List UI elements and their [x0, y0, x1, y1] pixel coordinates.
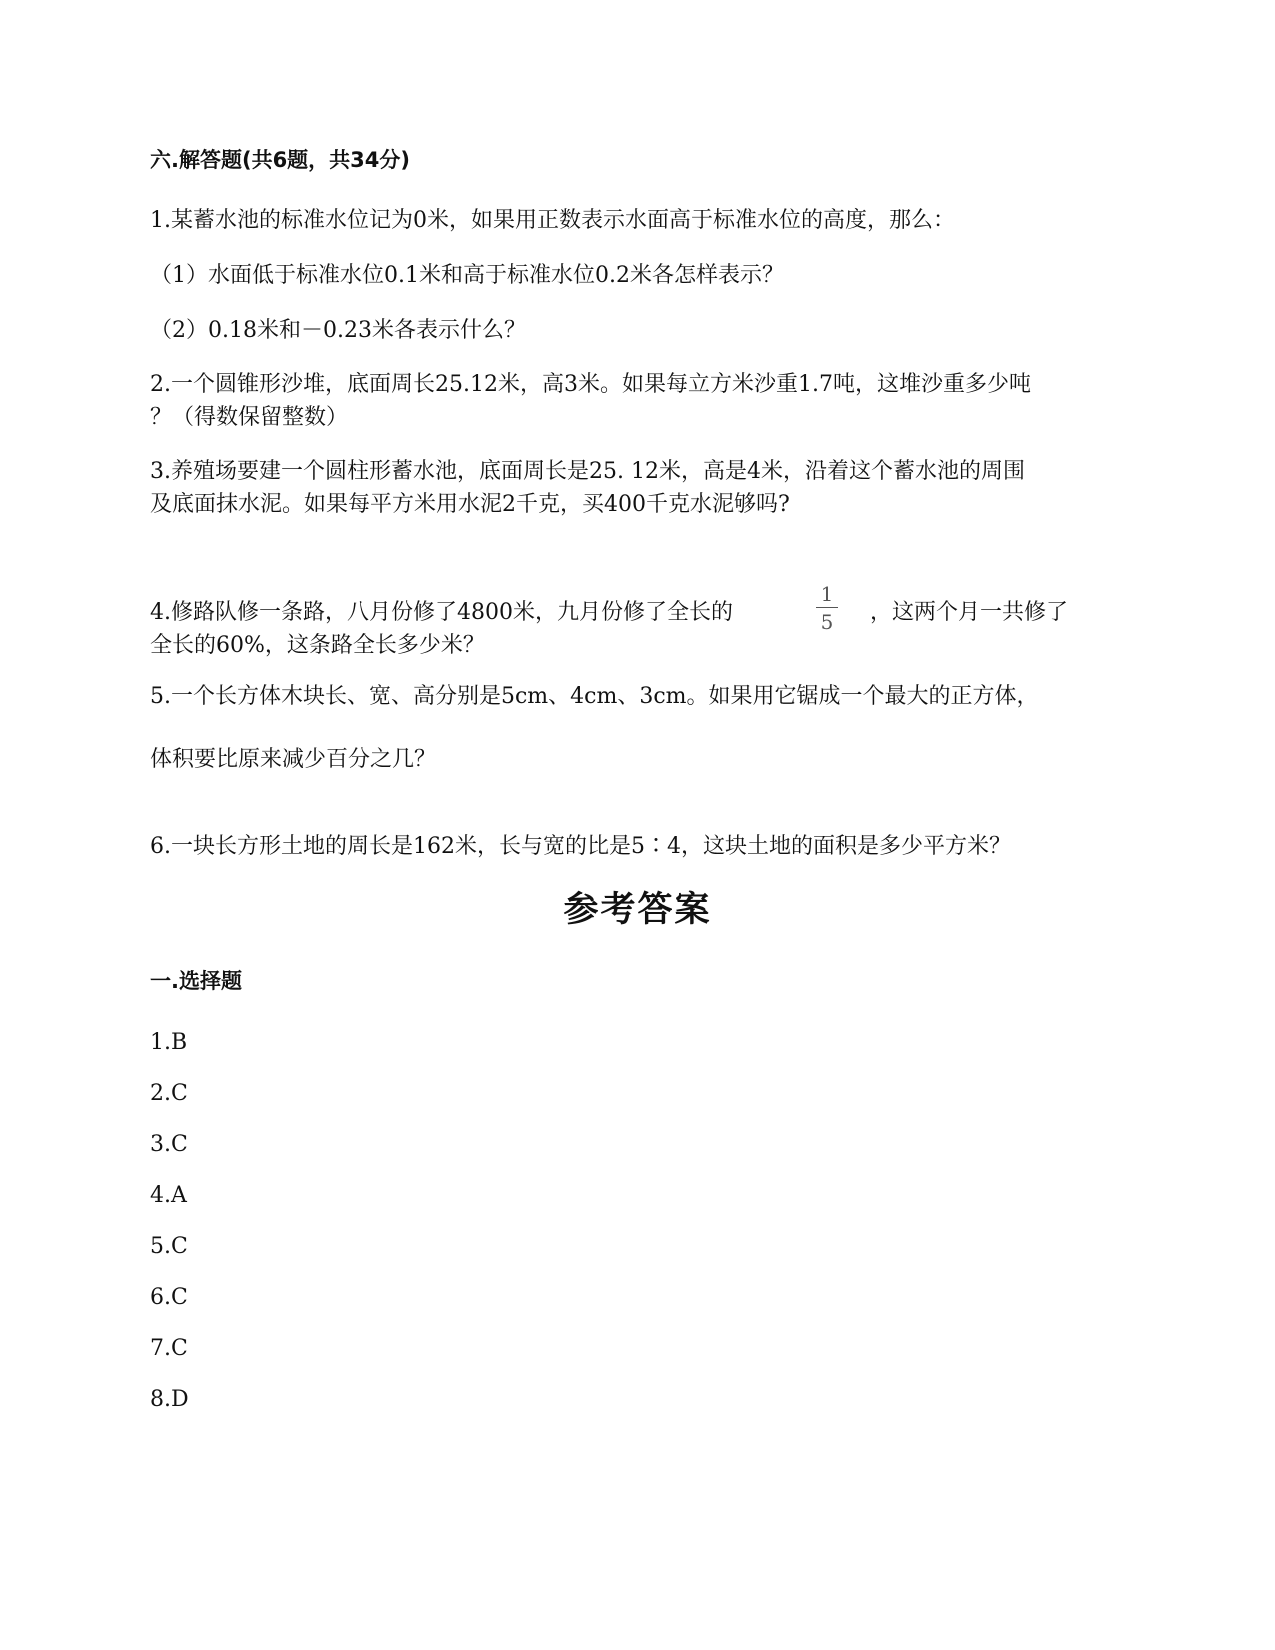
answer-item: 6.C: [150, 1285, 188, 1310]
section-heading: 六.解答题(共6题，共34分): [150, 148, 411, 172]
fraction-denominator: 5: [820, 610, 834, 634]
question-4-line-2: 全长的60%，这条路全长多少米？: [150, 633, 485, 658]
answers-title: 参考答案: [563, 890, 712, 930]
question-3-line-1: 3.养殖场要建一个圆柱形蓄水池，底面周长是25. 12米，高是4米，沿着这个蓄水池的周围: [150, 459, 1025, 484]
answer-item: 8.D: [150, 1387, 189, 1412]
answer-item: 2.C: [150, 1081, 188, 1106]
question-5-line-2: 体积要比原来减少百分之几？: [150, 747, 437, 772]
question-6-line-1: 6.一块长方形土地的周长是162米，长与宽的比是5∶4，这块土地的面积是多少平方米？: [150, 834, 1011, 859]
answer-item: 4.A: [150, 1183, 187, 1208]
question-2-line-1: 2.一个圆锥形沙堆，底面周长25.12米，高3米。如果每立方米沙重1.7吨，这堆沙重多少吨: [150, 372, 1031, 397]
answer-item: 7.C: [150, 1336, 188, 1361]
fraction-numerator: 1: [820, 582, 834, 606]
question-2-line-2: ？（得数保留整数）: [150, 405, 349, 430]
question-1-part-1: （1）水面低于标准水位0.1米和高于标准水位0.2米各怎样表示？: [150, 263, 784, 288]
question-1-part-2: （2）0.18米和－0.23米各表示什么？: [150, 318, 526, 343]
question-4-text-after-fraction: ，这两个月一共修了: [870, 600, 1069, 625]
question-3-line-2: 及底面抹水泥。如果每平方米用水泥2千克，买400千克水泥够吗?: [150, 492, 790, 517]
question-5-line-1: 5.一个长方体木块长、宽、高分别是5cm、4cm、3cm。如果用它锯成一个最大的正方体，: [150, 684, 1039, 709]
answer-item: 1.B: [150, 1030, 188, 1055]
question-1-stem: 1.某蓄水池的标准水位记为0米，如果用正数表示水面高于标准水位的高度，那么：: [150, 208, 955, 233]
answer-item: 5.C: [150, 1234, 188, 1259]
fraction-one-fifth: [812, 582, 842, 634]
answer-item: 3.C: [150, 1132, 188, 1157]
answers-section-1-heading: 一.选择题: [150, 969, 242, 993]
question-4-text-before-fraction: 4.修路队修一条路，八月份修了4800米，九月份修了全长的: [150, 600, 733, 625]
fraction-bar: [816, 607, 838, 608]
